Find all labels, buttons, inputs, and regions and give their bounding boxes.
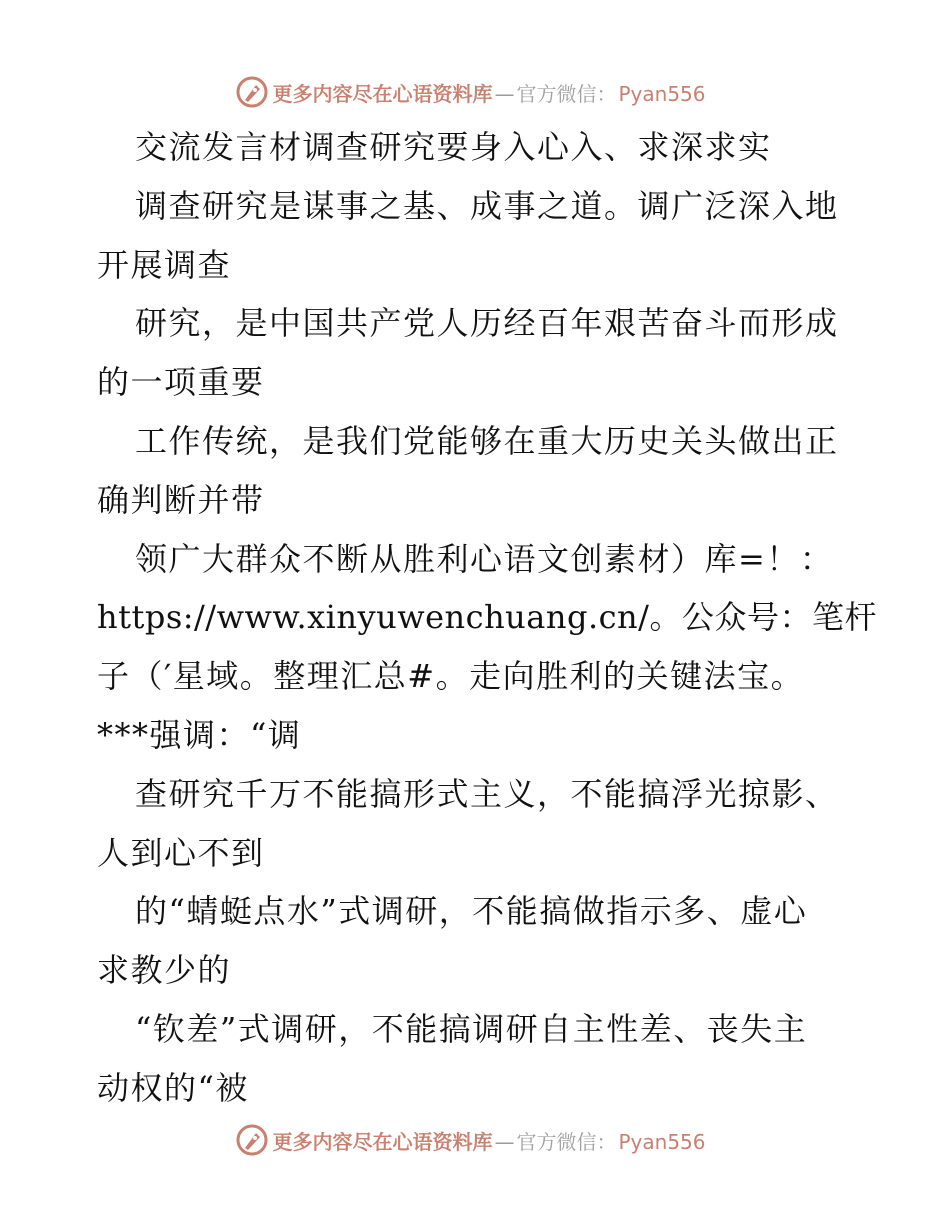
banner-text	[272, 1126, 705, 1155]
doc-line: 子（′星域。整理汇总#。走向胜利的关键法宝。	[97, 657, 805, 696]
doc-line: 调查研究是谋事之基、成事之道。调广泛深入地	[135, 186, 839, 225]
banner-title: 更多内容尽在心语资料库	[272, 1129, 493, 1154]
banner-title: 更多内容尽在心语资料库	[272, 81, 493, 106]
doc-line: 工作传统，是我们党能够在重大历史关头做出正	[135, 421, 839, 460]
doc-line: 的“蜻蜓点水”式调研，不能搞做指示多、虚心	[135, 892, 808, 931]
banner-wechat-label: 官方微信：	[516, 81, 617, 106]
doc-line-title: 交流发言材调查研究要身入心入、求深求实	[135, 128, 772, 166]
doc-line: 确判断并带	[97, 480, 265, 519]
footer-banner	[0, 1120, 950, 1160]
doc-line: 的一项重要	[97, 363, 265, 402]
banner-wechat-label: 官方微信：	[516, 1129, 617, 1154]
doc-line-url: https://www.xinyuwenchuang.cn/。公众号：笔杆	[97, 598, 877, 637]
doc-line: 求教少的	[97, 951, 232, 990]
doc-line: 查研究千万不能搞形式主义，不能搞浮光掠影、	[135, 774, 839, 813]
banner-wechat-id: Pyan556	[618, 81, 706, 106]
banner-dash: —	[494, 1129, 515, 1154]
pen-nib-logo-icon	[236, 76, 268, 108]
doc-line: 开展调查	[97, 245, 232, 284]
document-body	[97, 118, 877, 1118]
banner-wechat-id: Pyan556	[618, 1129, 706, 1154]
pen-nib-logo-icon	[236, 1124, 268, 1156]
doc-line: “钦差”式调研，不能搞调研自主性差、丧失主	[135, 1009, 808, 1048]
doc-line: 研究，是中国共产党人历经百年艰苦奋斗而形成	[135, 304, 839, 343]
doc-line: 人到心不到	[97, 833, 265, 872]
doc-line: ***强调：“调	[97, 715, 302, 754]
doc-line: 动权的“被	[97, 1068, 249, 1107]
banner-text	[272, 78, 705, 107]
banner-dash: —	[494, 81, 515, 106]
doc-line: 领广大群众不断从胜利心语文创素材）库=！：	[135, 539, 834, 578]
header-banner	[0, 72, 950, 112]
